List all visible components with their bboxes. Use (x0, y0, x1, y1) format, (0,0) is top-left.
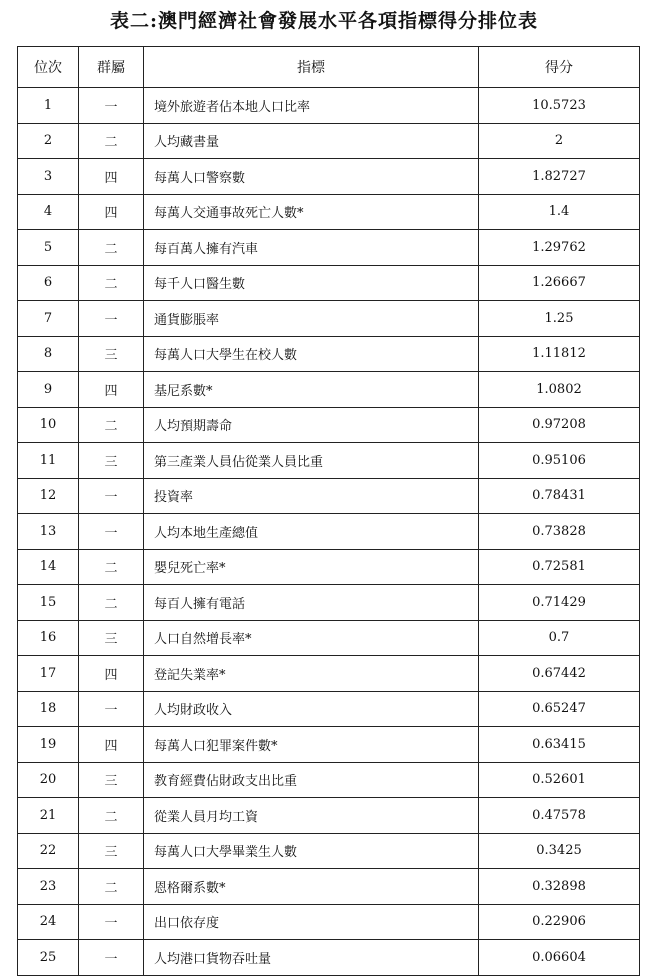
cell-rank: 12 (18, 478, 79, 514)
cell-indicator: 每萬人口犯罪案件數* (144, 727, 479, 763)
header-score: 得分 (479, 47, 640, 88)
cell-score: 0.52601 (479, 762, 640, 798)
cell-rank: 5 (18, 230, 79, 266)
cell-indicator: 每百人擁有電話 (144, 585, 479, 621)
header-rank: 位次 (18, 47, 79, 88)
cell-rank: 13 (18, 514, 79, 550)
table-row (18, 656, 640, 692)
cell-indicator: 每百萬人擁有汽車 (144, 230, 479, 266)
cell-indicator: 人均本地生產總值 (144, 514, 479, 550)
cell-group: 四 (79, 727, 144, 763)
cell-score: 1.0802 (479, 372, 640, 408)
cell-group: 四 (79, 159, 144, 195)
cell-group: 二 (79, 798, 144, 834)
cell-score: 0.95106 (479, 443, 640, 479)
table-row (18, 478, 640, 514)
table-row (18, 514, 640, 550)
cell-group: 三 (79, 620, 144, 656)
cell-indicator: 每萬人口大學生在校人數 (144, 336, 479, 372)
cell-rank: 3 (18, 159, 79, 195)
cell-indicator: 恩格爾系數* (144, 869, 479, 905)
cell-indicator: 從業人員月均工資 (144, 798, 479, 834)
cell-group: 二 (79, 230, 144, 266)
cell-rank: 20 (18, 762, 79, 798)
table-row (18, 123, 640, 159)
cell-score: 1.25 (479, 301, 640, 337)
cell-indicator: 每萬人交通事故死亡人數* (144, 194, 479, 230)
cell-score: 0.47578 (479, 798, 640, 834)
cell-score: 0.7 (479, 620, 640, 656)
cell-rank: 1 (18, 88, 79, 124)
cell-group: 一 (79, 514, 144, 550)
cell-group: 四 (79, 656, 144, 692)
table-row (18, 407, 640, 443)
table-row (18, 940, 640, 976)
cell-indicator: 人均港口貨物吞吐量 (144, 940, 479, 976)
cell-score: 0.63415 (479, 727, 640, 763)
cell-group: 一 (79, 478, 144, 514)
table-row (18, 88, 640, 124)
table-row (18, 336, 640, 372)
table-row (18, 549, 640, 585)
cell-score: 0.78431 (479, 478, 640, 514)
cell-rank: 6 (18, 265, 79, 301)
cell-rank: 8 (18, 336, 79, 372)
cell-group: 二 (79, 869, 144, 905)
cell-score: 0.06604 (479, 940, 640, 976)
cell-rank: 24 (18, 904, 79, 940)
table-row (18, 869, 640, 905)
cell-group: 三 (79, 762, 144, 798)
cell-score: 0.65247 (479, 691, 640, 727)
table-row (18, 230, 640, 266)
table-row (18, 798, 640, 834)
table-row (18, 620, 640, 656)
table-row (18, 159, 640, 195)
page-title: 表二:澳門經濟社會發展水平各項指標得分排位表 (109, 10, 538, 32)
cell-indicator: 投資率 (144, 478, 479, 514)
cell-group: 四 (79, 194, 144, 230)
cell-indicator: 出口依存度 (144, 904, 479, 940)
cell-group: 一 (79, 301, 144, 337)
cell-score: 1.11812 (479, 336, 640, 372)
table-row (18, 691, 640, 727)
cell-indicator: 人均藏書量 (144, 123, 479, 159)
table-row (18, 194, 640, 230)
cell-group: 三 (79, 833, 144, 869)
cell-rank: 19 (18, 727, 79, 763)
table-row (18, 727, 640, 763)
table-header-row (18, 47, 640, 88)
cell-group: 三 (79, 443, 144, 479)
table-body (18, 88, 640, 976)
cell-rank: 7 (18, 301, 79, 337)
cell-indicator: 基尼系數* (144, 372, 479, 408)
cell-rank: 14 (18, 549, 79, 585)
cell-rank: 11 (18, 443, 79, 479)
cell-indicator: 通貨膨脹率 (144, 301, 479, 337)
cell-rank: 25 (18, 940, 79, 976)
cell-rank: 10 (18, 407, 79, 443)
cell-rank: 22 (18, 833, 79, 869)
cell-indicator: 第三產業人員佔從業人員比重 (144, 443, 479, 479)
cell-indicator: 登記失業率* (144, 656, 479, 692)
cell-group: 一 (79, 940, 144, 976)
table-row (18, 904, 640, 940)
cell-score: 0.73828 (479, 514, 640, 550)
cell-rank: 9 (18, 372, 79, 408)
table-row (18, 762, 640, 798)
cell-score: 10.5723 (479, 88, 640, 124)
cell-score: 0.32898 (479, 869, 640, 905)
ranking-table (17, 46, 640, 976)
cell-rank: 2 (18, 123, 79, 159)
cell-score: 1.82727 (479, 159, 640, 195)
cell-score: 0.97208 (479, 407, 640, 443)
header-group: 群屬 (79, 47, 144, 88)
table-row (18, 265, 640, 301)
cell-indicator: 人均預期壽命 (144, 407, 479, 443)
cell-indicator: 嬰兒死亡率* (144, 549, 479, 585)
cell-indicator: 人口自然增長率* (144, 620, 479, 656)
cell-group: 二 (79, 265, 144, 301)
cell-score: 0.72581 (479, 549, 640, 585)
table-row (18, 833, 640, 869)
cell-score: 1.29762 (479, 230, 640, 266)
cell-group: 四 (79, 372, 144, 408)
cell-rank: 17 (18, 656, 79, 692)
cell-score: 1.26667 (479, 265, 640, 301)
cell-group: 三 (79, 336, 144, 372)
cell-rank: 18 (18, 691, 79, 727)
cell-group: 二 (79, 549, 144, 585)
cell-score: 2 (479, 123, 640, 159)
cell-score: 0.22906 (479, 904, 640, 940)
cell-score: 0.71429 (479, 585, 640, 621)
cell-group: 二 (79, 407, 144, 443)
cell-group: 一 (79, 88, 144, 124)
cell-indicator: 人均財政收入 (144, 691, 479, 727)
cell-rank: 21 (18, 798, 79, 834)
cell-indicator: 每萬人口大學畢業生人數 (144, 833, 479, 869)
cell-score: 1.4 (479, 194, 640, 230)
cell-score: 0.3425 (479, 833, 640, 869)
cell-indicator: 境外旅遊者佔本地人口比率 (144, 88, 479, 124)
cell-group: 一 (79, 904, 144, 940)
header-indicator: 指標 (144, 47, 479, 88)
cell-indicator: 每萬人口警察數 (144, 159, 479, 195)
cell-rank: 23 (18, 869, 79, 905)
cell-rank: 15 (18, 585, 79, 621)
table-row (18, 301, 640, 337)
cell-group: 一 (79, 691, 144, 727)
table-row (18, 372, 640, 408)
cell-group: 二 (79, 123, 144, 159)
cell-group: 二 (79, 585, 144, 621)
table-row (18, 443, 640, 479)
table-row (18, 585, 640, 621)
cell-indicator: 教育經費佔財政支出比重 (144, 762, 479, 798)
cell-rank: 4 (18, 194, 79, 230)
cell-rank: 16 (18, 620, 79, 656)
cell-score: 0.67442 (479, 656, 640, 692)
cell-indicator: 每千人口醫生數 (144, 265, 479, 301)
